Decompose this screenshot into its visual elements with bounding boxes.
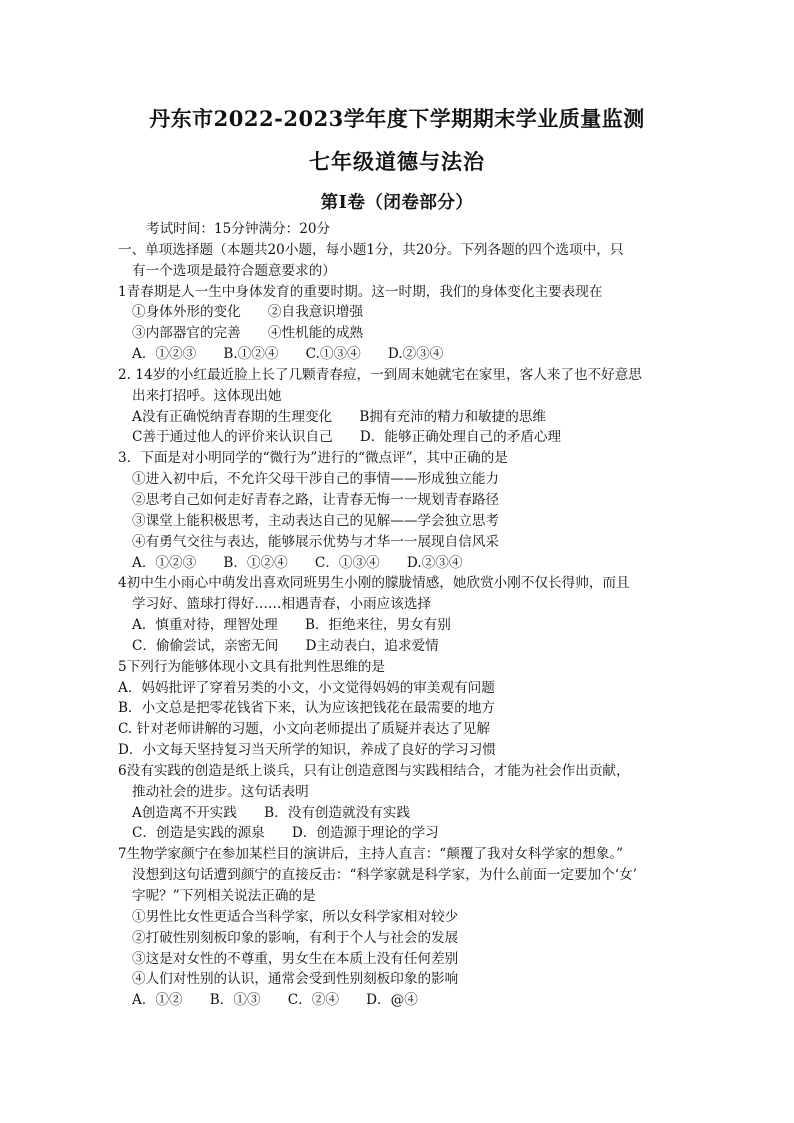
question-2-stem: 2. 14岁的小红最近脸上长了几颗青春痘，一到周末她就宅在家里，客人来了也不好意思 <box>118 366 642 383</box>
question-7-stem-cont: 没想到这句话遭到颜宁的直接反击：“科学家就是科学家，为什么前面一定要加个‘女’ <box>132 867 637 884</box>
question-3-statement: ④有勇气交往与表达，能够展示优势与才华一一展现自信风采 <box>132 533 500 550</box>
question-4-options: A．慎重对待，理智处理 B．拒绝来往，男女有别 <box>132 617 451 634</box>
question-1-statement: ①身体外形的变化 ②自我意识增强 <box>132 304 364 321</box>
exam-title: 丹东市2022-2023学年度下学期期末学业质量监测 <box>149 106 645 131</box>
exam-body <box>118 219 678 1011</box>
question-1-statement: ③内部器官的完善 ④性机能的成熟 <box>132 325 364 342</box>
question-2-options: C善于通过他人的评价来认识自己 D．能够正确处理自己的矛盾心理 <box>132 429 562 446</box>
exam-part: 第Ⅰ卷（闭卷部分） <box>320 193 474 213</box>
question-5-option: A．妈妈批评了穿着另类的小文，小文觉得妈妈的审美观有问题 <box>118 679 495 696</box>
question-6-stem-cont: 推动社会的进步。这句话表明 <box>132 783 309 800</box>
question-5-option: D．小文每天坚持复习当天所学的知识，养成了良好的学习习惯 <box>118 742 496 759</box>
question-6-stem: 6没有实践的创造是纸上谈兵，只有让创造意图与实践相结合，才能为社会作出贡献， <box>118 762 630 779</box>
question-4-stem-cont: 学习好、篮球打得好……相遇青春，小雨应该选择 <box>132 596 432 613</box>
section-heading-cont: 有一个选项是最符合题意要求的） <box>132 262 336 279</box>
question-1-stem: 1青春期是人一生中身体发育的重要时期。这一时期，我们的身体变化主要表现在 <box>118 283 603 300</box>
exam-subject: 七年级道德与法治 <box>309 149 485 174</box>
question-6-options: C．创造是实践的源泉 D．创造源于理论的学习 <box>132 825 439 842</box>
question-5-stem: 5下列行为能够体现小文具有批判性思维的是 <box>118 658 385 675</box>
section-heading: 一、单项选择题（本题共20小题，每小题1分，共20分。下列各题的四个选项中，只 <box>118 241 624 258</box>
question-3-statement: ③课堂上能积极思考，主动表达自己的见解——学会独立思考 <box>132 512 500 529</box>
question-3-options: A．①②③ B．①②④ C．①③④ D.②③④ <box>132 554 463 571</box>
question-3-stem: 3．下面是对小明同学的“微行为”进行的“微点评”，其中正确的是 <box>118 450 508 467</box>
question-6-options: A创造离不开实践 B．没有创造就没有实践 <box>132 804 411 821</box>
question-5-option: C. 针对老师讲解的习题，小文向老师提出了质疑并表达了见解 <box>118 721 490 738</box>
question-3-statement: ②思考自己如何走好青春之路，让青春无悔一一规划青春路径 <box>132 491 500 508</box>
question-4-stem: 4初中生小雨心中萌发出喜欢同班男生小刚的朦胧情感，她欣赏小刚不仅长得帅，而且 <box>118 575 630 592</box>
question-2-options: A没有正确悦纳青春期的生理变化 B拥有充沛的精力和敏捷的思维 <box>132 408 547 425</box>
question-2-stem-cont: 出来打招呼。这体现出她 <box>132 387 282 404</box>
question-1-options: A．①②③ B.①②④ C.①③④ D.②③④ <box>132 346 444 363</box>
question-3-statement: ①进入初中后，不允许父母干涉自己的事情——形成独立能力 <box>132 471 500 488</box>
question-7-statement: ①男性比女性更适合当科学家，所以女科学家相对较少 <box>132 908 459 925</box>
question-7-stem-cont: 字呢？”下列相关说法正确的是 <box>132 888 316 904</box>
question-7-stem: 7生物学家颜宁在参加某栏目的演讲后，主持人直言：“颠覆了我对女科学家的想象。” <box>118 846 624 863</box>
exam-info: 考试时间：15分钟满分：20分 <box>146 221 331 237</box>
question-4-options: C．偷偷尝试，亲密无间 D主动表白，追求爱情 <box>132 637 439 654</box>
question-5-option: B．小文总是把零花钱省下来，认为应该把钱花在最需要的地方 <box>118 700 496 717</box>
question-7-statement: ③这是对女性的不尊重，男女生在本质上没有任何差别 <box>132 950 459 967</box>
question-7-statement: ④人们对性别的认识，通常会受到性别刻板印象的影响 <box>132 971 459 988</box>
question-7-options: A．①② B．①③ C．②④ D．@④ <box>132 992 418 1009</box>
question-7-statement: ②打破性别刻板印象的影响，有利于个人与社会的发展 <box>132 929 459 946</box>
